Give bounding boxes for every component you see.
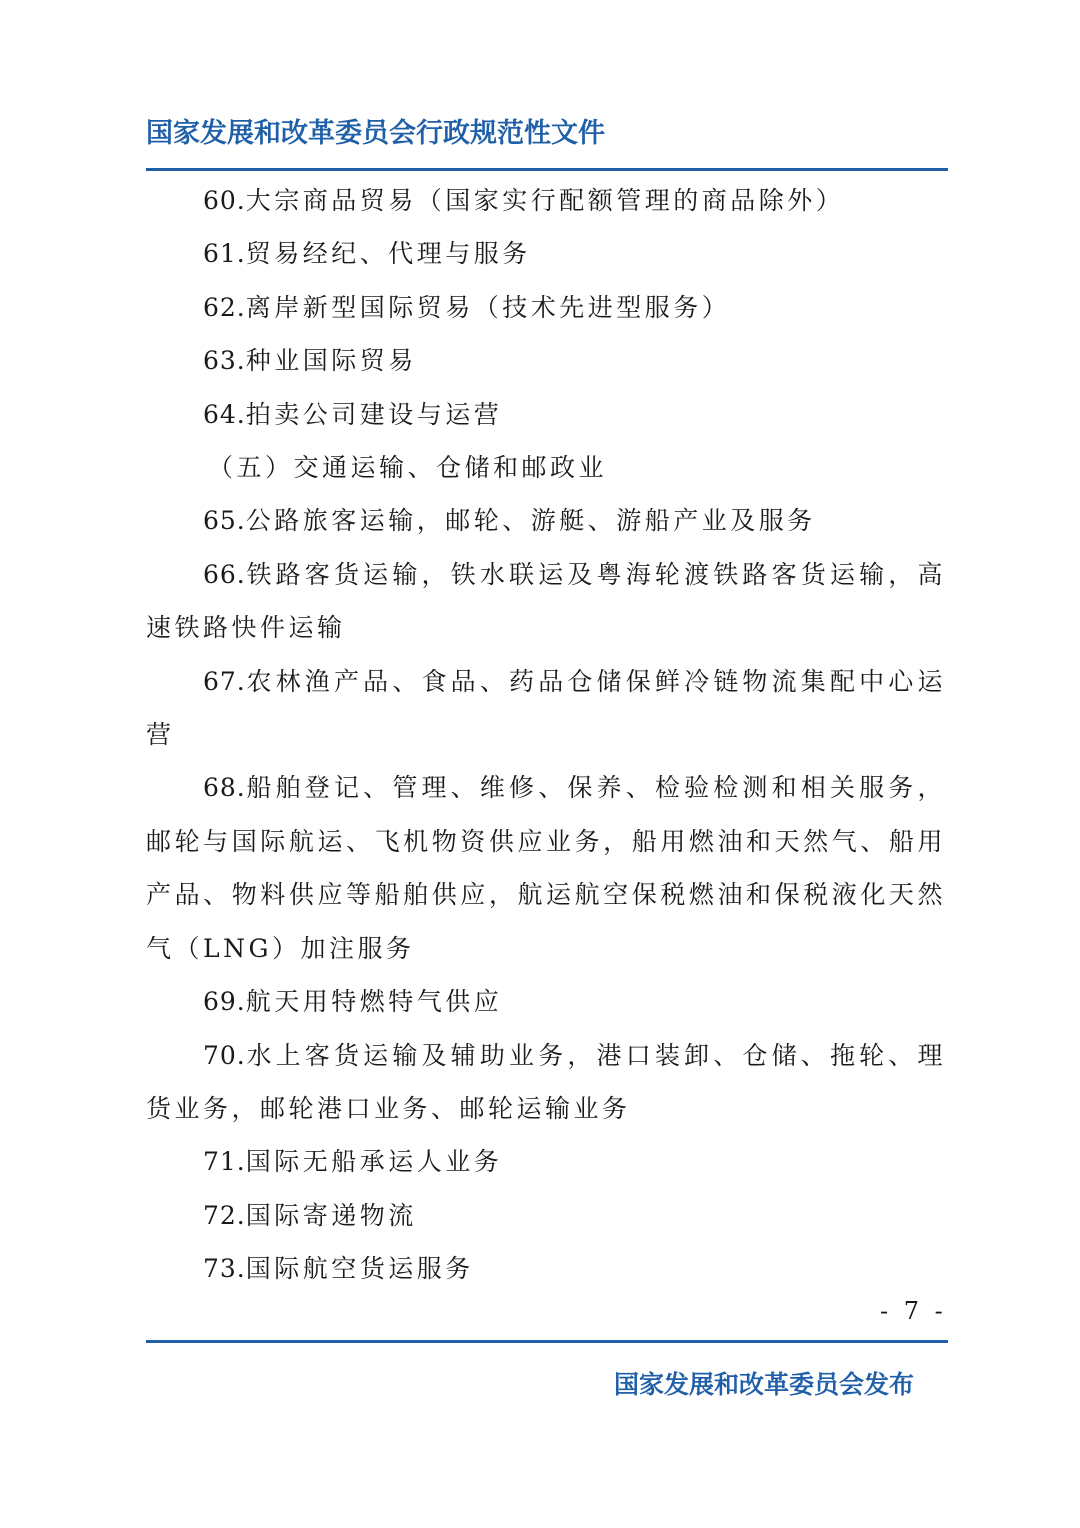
list-item	[146, 1242, 946, 1295]
item-text: 公路旅客运输，邮轮、游艇、游船产业及服务	[245, 506, 816, 536]
document-body	[146, 174, 946, 1296]
item-text: 种业国际贸易	[245, 346, 417, 376]
item-text: 铁路客货运输，铁水联运及粤海轮渡铁路客货运输，高速铁路快件运输	[146, 559, 946, 643]
item-number: 66.	[203, 559, 246, 589]
list-item	[146, 388, 946, 441]
list-item	[146, 227, 946, 280]
item-text: 水上客货运输及辅助业务，港口装卸、仓储、拖轮、理货业务，邮轮港口业务、邮轮运输业务	[146, 1040, 946, 1123]
item-number: 69.	[203, 987, 246, 1017]
item-number: 63.	[203, 346, 246, 376]
list-item	[146, 761, 946, 975]
item-number: 73.	[203, 1254, 246, 1284]
item-number: 60.	[203, 186, 246, 215]
item-text: 国际寄递物流	[245, 1200, 417, 1230]
item-text: 贸易经纪、代理与服务	[245, 239, 531, 269]
list-item	[146, 975, 946, 1028]
section-heading	[146, 441, 946, 494]
item-number: 62.	[203, 292, 246, 322]
item-number: 67.	[203, 666, 246, 696]
item-number: 72.	[203, 1200, 246, 1230]
item-text: 国际航空货运服务	[245, 1254, 474, 1284]
list-item	[146, 1135, 946, 1188]
list-item	[146, 1029, 946, 1136]
page-number: - 7 -	[880, 1297, 947, 1325]
item-text: 航天用特燃特气供应	[245, 987, 503, 1017]
section-heading-text: （五）交通运输、仓储和邮政业	[208, 453, 608, 483]
item-number: 68.	[203, 773, 246, 803]
footer-publisher: 国家发展和改革委员会发布	[614, 1370, 915, 1399]
item-text: 离岸新型国际贸易（技术先进型服务）	[245, 292, 731, 322]
list-item	[146, 281, 946, 334]
item-text: 农林渔产品、食品、药品仓储保鲜冷链物流集配中心运营	[146, 666, 946, 750]
list-item	[146, 334, 946, 387]
header-title: 国家发展和改革委员会行政规范性文件	[146, 118, 605, 149]
item-number: 71.	[203, 1147, 246, 1177]
list-item	[146, 1189, 946, 1242]
item-number: 65.	[203, 506, 246, 536]
list-item	[146, 548, 946, 655]
item-number: 61.	[203, 239, 246, 269]
list-item	[146, 174, 946, 227]
item-text: 拍卖公司建设与运营	[245, 399, 503, 429]
item-text: 船舶登记、管理、维修、保养、检验检测和相关服务，邮轮与国际航运、飞机物资供应业务，船用燃油和天然气、船用产品、物料供应等船舶供应，航运航空保税燃油和保税液化天然气（LNG）加注服务	[146, 773, 946, 963]
item-number: 70.	[203, 1040, 246, 1070]
item-number: 64.	[203, 399, 246, 429]
list-item	[146, 494, 946, 547]
footer-divider	[146, 1340, 948, 1343]
item-text: 大宗商品贸易（国家实行配额管理的商品除外）	[245, 186, 845, 215]
header-divider	[146, 168, 948, 171]
item-text: 国际无船承运人业务	[245, 1147, 503, 1177]
list-item	[146, 655, 946, 762]
